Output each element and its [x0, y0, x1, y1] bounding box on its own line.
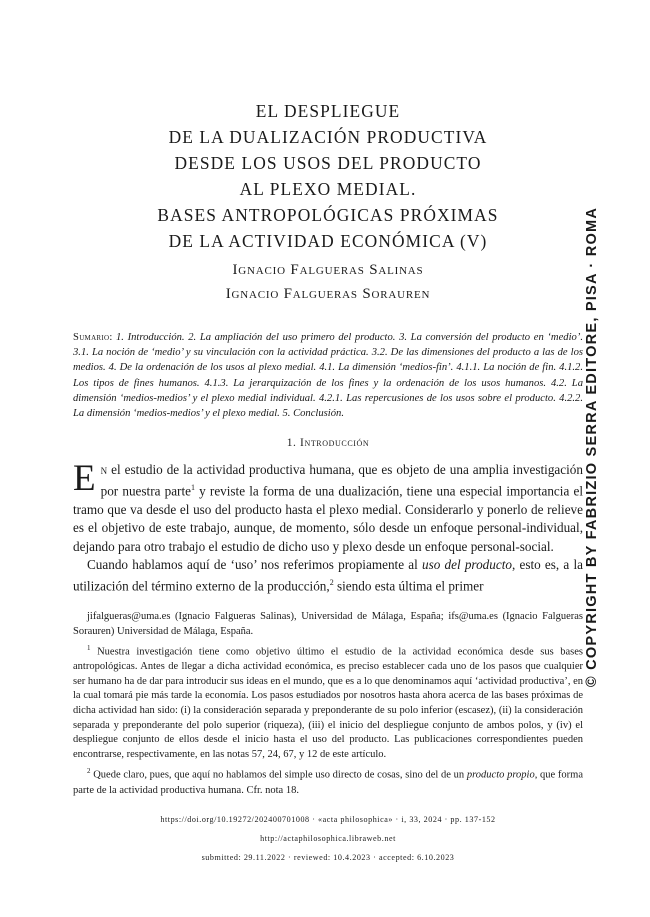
summary: [73, 330, 583, 421]
paragraph-2-text-b: , esto es, a la utilización del término externo de la producción,: [73, 556, 583, 594]
footer-url-line[interactable]: http://actaphilosophica.libraweb.net: [260, 834, 396, 843]
author-2: Ignacio Falgueras Sorauren: [225, 286, 431, 302]
section-number: 1.: [286, 437, 297, 449]
footer-dates-line: submitted: 29.11.2022 · reviewed: 10.4.2023 · accepted: 6.10.2023: [201, 853, 455, 862]
footnote-2-text-b: , que forma parte de la actividad productiva humana. Cfr. nota 18.: [73, 769, 584, 796]
footnote-ref-1[interactable]: 1: [190, 483, 195, 493]
section-title: Introducción: [300, 437, 370, 449]
authors: [73, 258, 583, 306]
paragraph-2-italic: uso del producto: [421, 556, 512, 572]
paragraph-1: [73, 458, 583, 556]
body-text: [73, 458, 583, 596]
title-line-3: DESDE LOS USOS DEL PRODUCTO: [174, 153, 482, 173]
footnote-1-mark: 1: [87, 644, 91, 653]
paragraph-2-text-c: siendo esta última el primer: [333, 578, 484, 594]
paragraph-2: [73, 556, 583, 596]
footnote-2-text-a: Quede claro, pues, que aquí no hablamos del simple uso directo de cosas, sino del de un: [93, 769, 467, 781]
paragraph-1-text-b: y reviste la forma de una dualización, tiene una especial importancia el tramo que va desde el uso del producto hasta el plexo medial. Considerarlo y ponerlo de relieve es el objetivo de este trabajo, aunque, de momento, sólo desde un enfoque personal-individual, dejando para otro trabajo el estudio de dicho uso y plexo desde un enfoque personal-social.: [73, 483, 583, 554]
affiliation: jifalgueras@uma.es (Ignacio Falgueras Salinas), Universidad de Málaga, España; ifs@uma.es (Ignacio Falgueras Sorauren) Universidad de Málaga, España.: [73, 611, 583, 637]
paragraph-1-text-a: el estudio de la actividad productiva humana, que es objeto de una amplia investigación por nuestra parte: [100, 462, 583, 499]
paragraph-2-text-a: Cuando hablamos aquí de ‘uso’ nos referimos propiamente al: [87, 556, 422, 572]
footnote-1: [73, 641, 583, 762]
footnote-1-text: Nuestra investigación tiene como objetivo último el estudio de la actividad económica desde sus bases antropológicas. Antes de llegar a dicha actividad económica, es preciso establecer cada uno de los pasos que cualquier ser humano ha de dar para introducir sus ideas en el mundo, que es a lo que denominamos aquí ‘actividad productiva’, en la cual tomará pie más tarde la economía. Los pasos estudiados por nosotros hasta ahora acerca de las bases próximas de dicha actividad han sido: (i) la consideración separada y preponderante de su polo inferior (escasez), (ii) la consideración separada y preponderante del polo superior (riqueza), (iii) el inicio del despliegue conjunto de ambos polos, y (iv) el despliegue conjunto de ellos desde el inicio hasta el uso del producto. Las publicaciones correspondientes pueden encontrarse, respectivamente, en las notas 57, 24, 67, y 12 de este artículo.: [73, 646, 583, 760]
footnote-2-italic: producto propio: [466, 769, 535, 781]
title-line-2: DE LA DUALIZACIÓN PRODUCTIVA: [168, 127, 488, 147]
copyright-text: © COPYRIGHT BY FABRIZIO SERRA EDITORE, PISA · ROMA: [583, 207, 600, 687]
footnote-ref-2[interactable]: 2: [329, 578, 334, 588]
title-line-5: BASES ANTROPOLÓGICAS PRÓXIMAS: [157, 205, 499, 225]
title-line-4: AL PLEXO MEDIAL.: [239, 179, 417, 199]
footnote-2: [73, 764, 583, 798]
page-footer: [73, 810, 583, 867]
title-line-1: EL DESPLIEGUE: [255, 101, 401, 121]
copyright-svg: [574, 207, 610, 687]
paragraph-1-lead: n: [100, 462, 108, 477]
summary-colon: :: [109, 332, 116, 343]
article-title: [73, 98, 583, 254]
summary-label: Sumario: [73, 332, 110, 343]
author-1: Ignacio Falgueras Salinas: [232, 262, 424, 278]
footnotes: [73, 610, 583, 800]
copyright-notice: [574, 207, 610, 687]
footer-doi-line[interactable]: https://doi.org/10.19272/202400701008 · «acta philosophica» · i, 33, 2024 · pp. 137-152: [160, 815, 496, 824]
drop-cap: E: [73, 458, 96, 499]
section-heading: [73, 437, 583, 449]
summary-text: 1. Introducción. 2. La ampliación del uso primero del producto. 3. La conversión del producto en ‘medio’. 3.1. La noción de ‘medio’ y su vinculación con la actividad práctica. 3.2. De las dimensiones del producto a las de los medios. 4. De la ordenación de los usos al plexo medial. 4.1. La dimensión ‘medios-fin’. 4.1.1. La noción de fin. 4.1.2. Los tipos de fines humanos. 4.1.3. La jerarquización de los fines y la ordenación de los usos humanos. 4.2. La dimensión ‘medios-medios’ y el plexo medial individual. 4.2.1. Las repercusiones de los usos sobre el producto. 4.2.2. La dimensión ‘medios-medios’ y el plexo medial. 5. Conclusión.: [73, 332, 584, 420]
title-line-6: DE LA ACTIVIDAD ECONÓMICA (V): [168, 231, 488, 251]
footnote-2-mark: 2: [87, 767, 91, 776]
